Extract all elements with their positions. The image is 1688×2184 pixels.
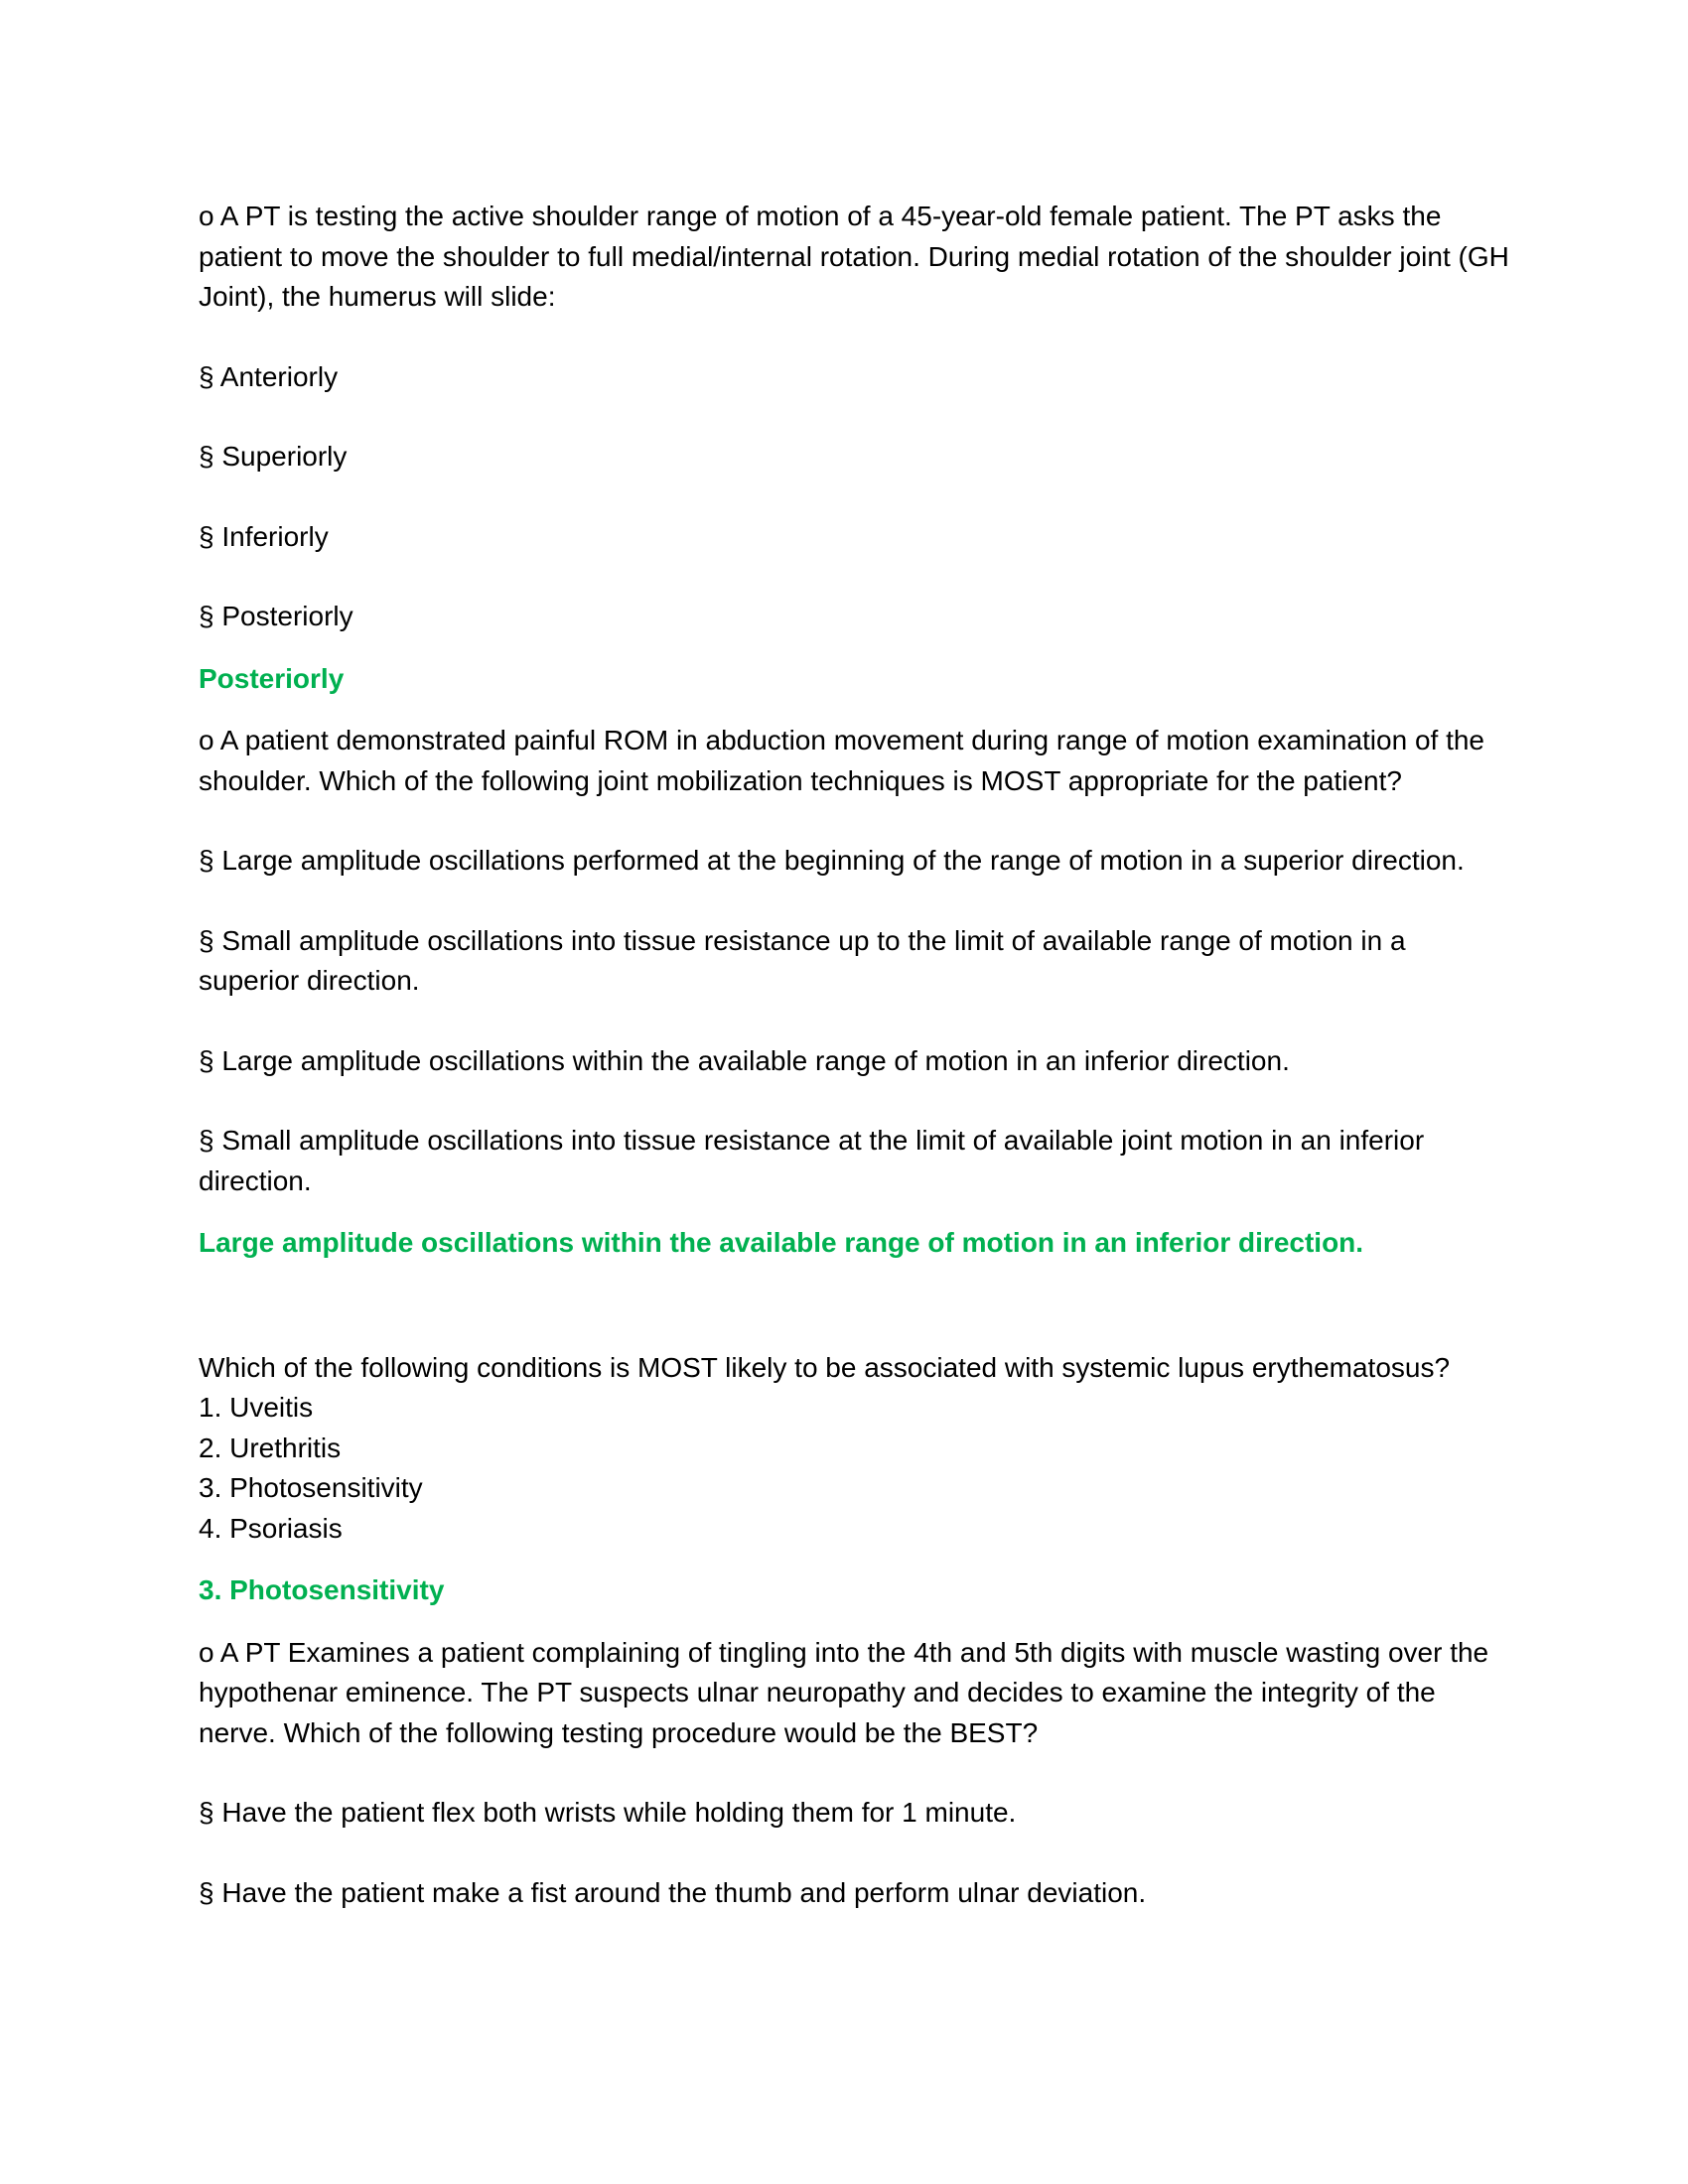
question-1-options bbox=[199, 357, 1509, 637]
question-2-options bbox=[199, 841, 1509, 1201]
question-1-text: o A PT is testing the active shoulder range of motion of a 45-year-old female patient. The PT asks the patient to move the shoulder to full medial/internal rotation. During medial rotation of the shoulder joint (GH Joint), the humerus will slide: bbox=[199, 201, 1509, 312]
question-4 bbox=[199, 1633, 1509, 1914]
question-4-option-2: § Have the patient make a fist around the thumb and perform ulnar deviation. bbox=[199, 1876, 1147, 1908]
question-4-option-1: § Have the patient flex both wrists while holding them for 1 minute. bbox=[199, 1797, 1017, 1828]
question-1-option-2: § Superiorly bbox=[199, 441, 348, 472]
spacer bbox=[199, 1264, 1509, 1348]
question-3-options bbox=[199, 1388, 1509, 1549]
question-2-answer: Large amplitude oscillations within the available range of motion in an inferior direction. bbox=[199, 1227, 1364, 1258]
question-1-option-4: § Posteriorly bbox=[199, 601, 353, 631]
question-3-option-1: 1. Uveitis bbox=[199, 1392, 314, 1423]
question-1-answer: Posteriorly bbox=[199, 662, 345, 694]
question-1-option-3: § Inferiorly bbox=[199, 520, 329, 552]
question-2 bbox=[199, 721, 1509, 1264]
question-1-option-1: § Anteriorly bbox=[199, 360, 339, 392]
question-2-option-3: § Large amplitude oscillations within the available range of motion in an inferior direction. bbox=[199, 1044, 1290, 1076]
question-2-option-1: § Large amplitude oscillations performed at the beginning of the range of motion in a superior direction. bbox=[199, 845, 1465, 876]
question-3-text: Which of the following conditions is MOST likely to be associated with systemic lupus erythematosus? bbox=[199, 1351, 1451, 1383]
question-3 bbox=[199, 1348, 1509, 1611]
question-2-option-2: § Small amplitude oscillations into tissue resistance up to the limit of available range of motion in a superior direction. bbox=[199, 924, 1406, 996]
question-2-text: o A patient demonstrated painful ROM in abduction movement during range of motion examination of the shoulder. Which of the following joint mobilization techniques is MOST appropriate for the patient? bbox=[199, 725, 1484, 796]
question-3-option-3: 3. Photosensitivity bbox=[199, 1472, 423, 1503]
question-2-option-4: § Small amplitude oscillations into tissue resistance at the limit of available joint motion in an inferior direction. bbox=[199, 1125, 1425, 1196]
question-3-option-2: 2. Urethritis bbox=[199, 1432, 342, 1463]
question-3-option-4: 4. Psoriasis bbox=[199, 1512, 343, 1544]
question-4-text: o A PT Examines a patient complaining of tingling into the 4th and 5th digits with muscle wasting over the hypothenar eminence. The PT suspects ulnar neuropathy and decides to examine the integrity of the nerve. Which of the following testing procedure would be the BEST? bbox=[199, 1636, 1489, 1748]
question-4-options bbox=[199, 1793, 1509, 1913]
question-1 bbox=[199, 197, 1509, 699]
question-3-answer: 3. Photosensitivity bbox=[199, 1574, 445, 1605]
